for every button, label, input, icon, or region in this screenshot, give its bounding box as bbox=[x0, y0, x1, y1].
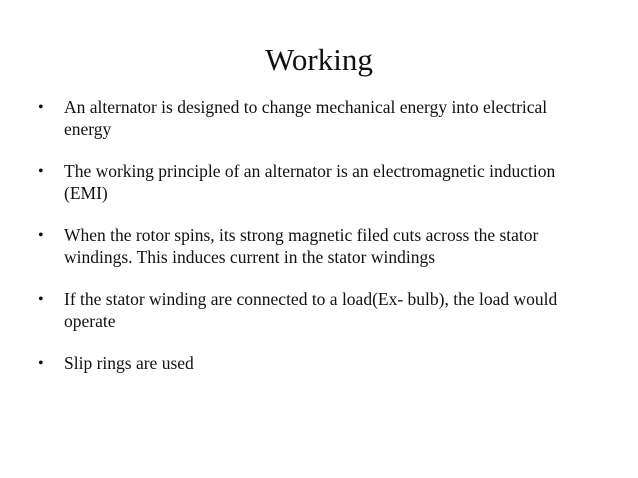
bullet-item bbox=[38, 161, 598, 204]
bullet-icon: • bbox=[38, 227, 44, 244]
bullet-text: When the rotor spins, its strong magnetic filed cuts across the stator windings. This induces current in the stator windings bbox=[64, 225, 539, 267]
slide-title: Working bbox=[265, 42, 373, 77]
bullet-item bbox=[38, 225, 598, 268]
bullet-icon: • bbox=[38, 99, 44, 116]
bullet-item bbox=[38, 353, 598, 375]
bullet-icon: • bbox=[38, 163, 44, 180]
bullet-text: Slip rings are used bbox=[64, 353, 194, 373]
bullet-text: If the stator winding are connected to a load(Ex- bulb), the load would operate bbox=[64, 289, 558, 331]
bullet-icon: • bbox=[38, 291, 44, 308]
bullet-item bbox=[38, 289, 598, 332]
bullet-text: The working principle of an alternator is an electromagnetic induction (EMI) bbox=[64, 161, 556, 203]
bullet-icon: • bbox=[38, 355, 44, 372]
bullet-item bbox=[38, 97, 598, 140]
bullet-list bbox=[38, 97, 598, 396]
bullet-text: An alternator is designed to change mechanical energy into electrical energy bbox=[64, 97, 548, 139]
